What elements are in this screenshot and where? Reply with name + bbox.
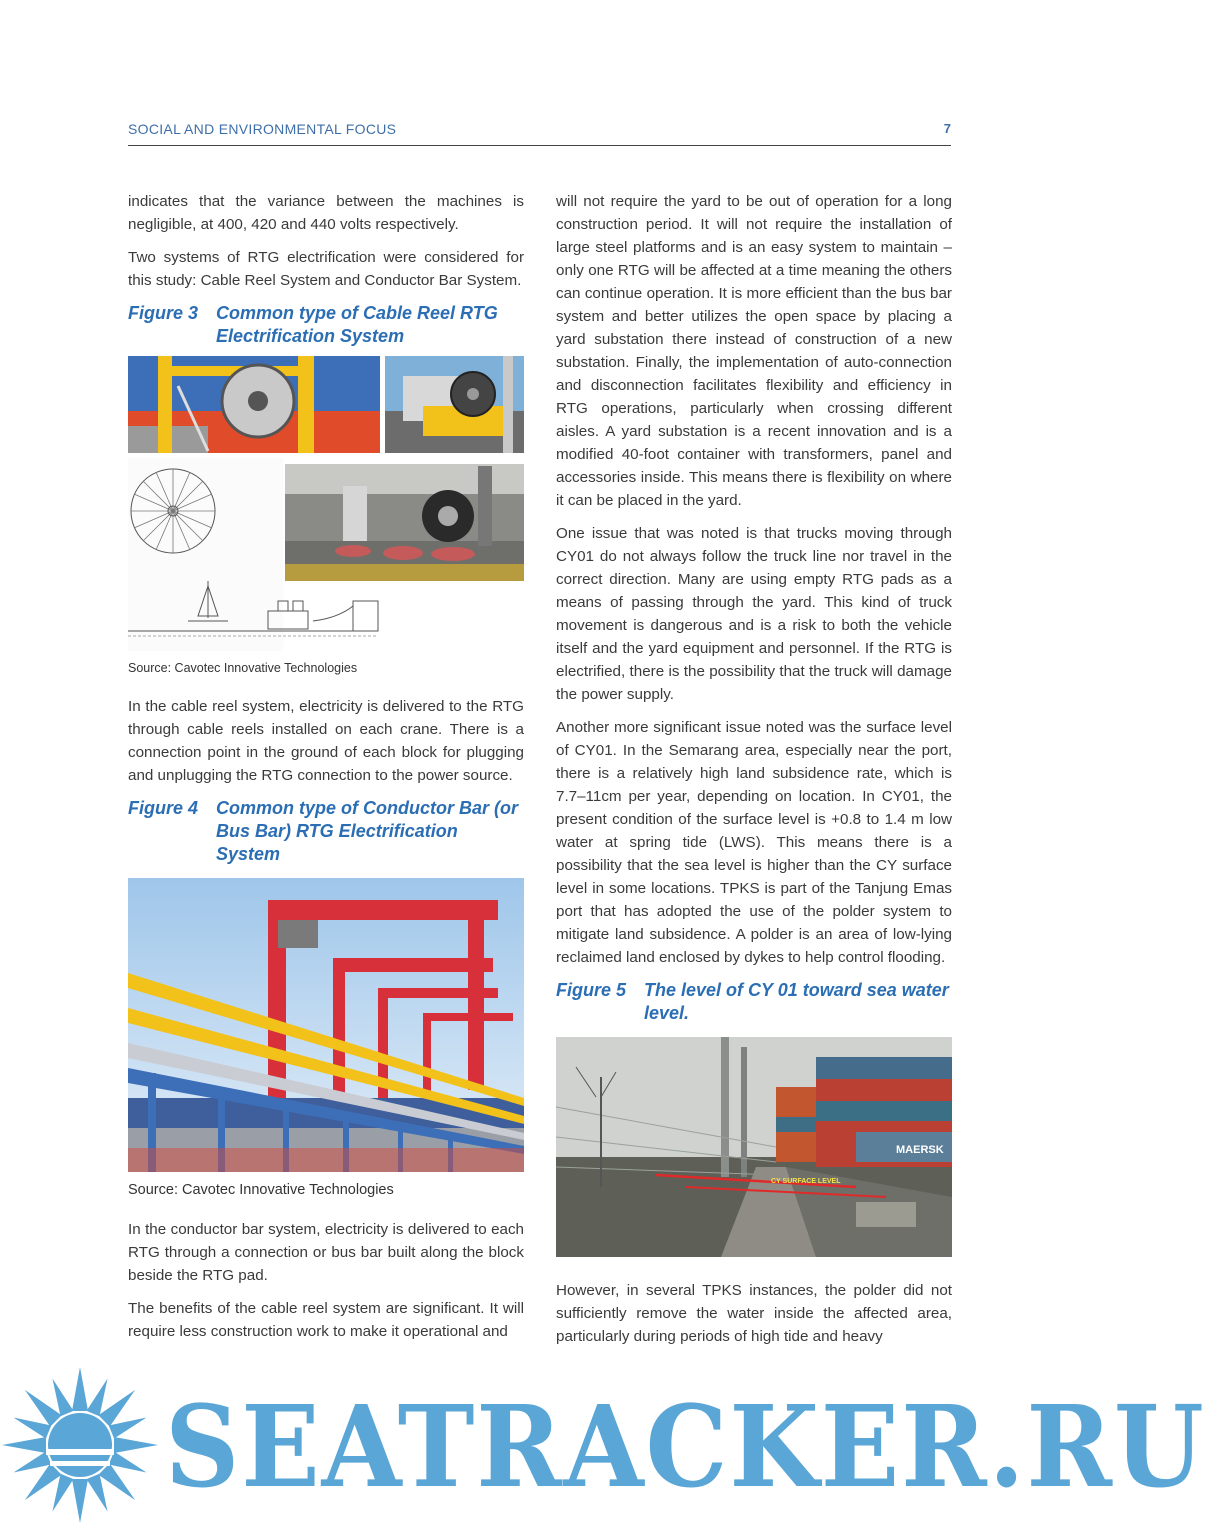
paragraph: In the conductor bar system, electricity is delivered to each RTG through a connection or bus bar built along the block beside the RTG pad. (128, 1221, 524, 1284)
page-number: 7 (943, 121, 951, 136)
page-header (128, 121, 951, 146)
paragraph: Two systems of RTG electrification were considered for this study: Cable Reel System and Conductor Bar System. (128, 249, 524, 289)
figure-4-image (128, 878, 524, 1172)
paragraph: will not require the yard to be out of operation for a long construction period. It will not require the installation of large steel platforms and is an easy system to maintain – only one RTG will be affected at a time meaning the others can continue operation. It is more efficient than the bus bar system and better utilizes the open space by placing a yard substation there instead of construction of a new substation. Finally, the implementation of auto-connection and disconnection facilitates flexibility and efficiency in RTG operations, particularly when crossing different aisles. A yard substation is a recent innovation and is a modified 40-foot container with transformers, panel and accessories inside. This means there is flexibility on where it can be placed in the yard. (556, 193, 952, 509)
conductor-bar-photo (128, 878, 524, 1172)
section-title: SOCIAL AND ENVIRONMENTAL FOCUS (128, 121, 397, 137)
cable-reel-illustration (128, 356, 524, 651)
figure-3-image (128, 356, 524, 651)
figure-4-caption (128, 797, 524, 866)
figure-number: Figure 5 (556, 980, 627, 1000)
figure-title: Common type of Cable Reel RTG Electrification System (216, 303, 498, 346)
figure-number: Figure 4 (128, 798, 199, 818)
paragraph: However, in several TPKS instances, the polder did not sufficiently remove the water inside the affected area, particularly during periods of high tide and heavy (556, 1282, 952, 1345)
figure-5-image (556, 1037, 952, 1257)
watermark-text: SEATRACKER.RU (165, 1382, 1206, 1513)
container-brand: MAERSK (896, 1144, 944, 1156)
figure-title: The level of CY 01 toward sea water level. (644, 980, 949, 1023)
cy-surface-level-label: CY SURFACE LEVEL (771, 1178, 841, 1185)
figure-3-source: Source: Cavotec Innovative Technologies (128, 661, 358, 675)
paragraph: One issue that was noted is that trucks moving through CY01 do not always follow the truck line nor travel in the correct direction. Many are using empty RTG pads as a means of passing through the yard. This kind of truck movement is dangerous and is a risk to both the vehicle itself and the yard equipment and personnel. If the RTG is electrified, there is the possibility that the truck will damage the power supply. (556, 525, 952, 703)
paragraph: Another more significant issue noted was the surface level of CY01. In the Semarang area, especially near the port, there is a relatively high land subsidence rate, which is 7.7–11cm per year, depending on location. In CY01, the present condition of the surface level is +0.8 to 1.4 m low water at spring tide (LWS). This means there is a possibility that the sea level is higher than the CY surface level in some locations. TPKS is part of the Tanjung Emas port that has adopted the use of the polder system to mitigate land subsidence. A polder is an area of low-lying reclaimed land enclosed by dykes to help control flooding. (556, 719, 952, 966)
figure-4-source: Source: Cavotec Innovative Technologies (128, 1182, 394, 1198)
right-column (556, 190, 952, 1358)
figure-3-caption (128, 302, 524, 348)
paragraph: The benefits of the cable reel system are significant. It will require less construction work to make it operational and (128, 1300, 524, 1340)
cy-level-photo (556, 1037, 952, 1257)
paragraph: indicates that the variance between the machines is negligible, at 400, 420 and 440 volts respectively. (128, 193, 524, 233)
left-column (128, 190, 524, 1353)
paragraph: In the cable reel system, electricity is delivered to the RTG through cable reels installed on each crane. There is a connection point in the ground of each block for plugging and unplugging the RTG connection to the power source. (128, 698, 524, 784)
figure-5-caption (556, 979, 952, 1025)
figure-number: Figure 3 (128, 303, 199, 323)
figure-title: Common type of Conductor Bar (or Bus Bar) RTG Electrification System (216, 798, 518, 864)
